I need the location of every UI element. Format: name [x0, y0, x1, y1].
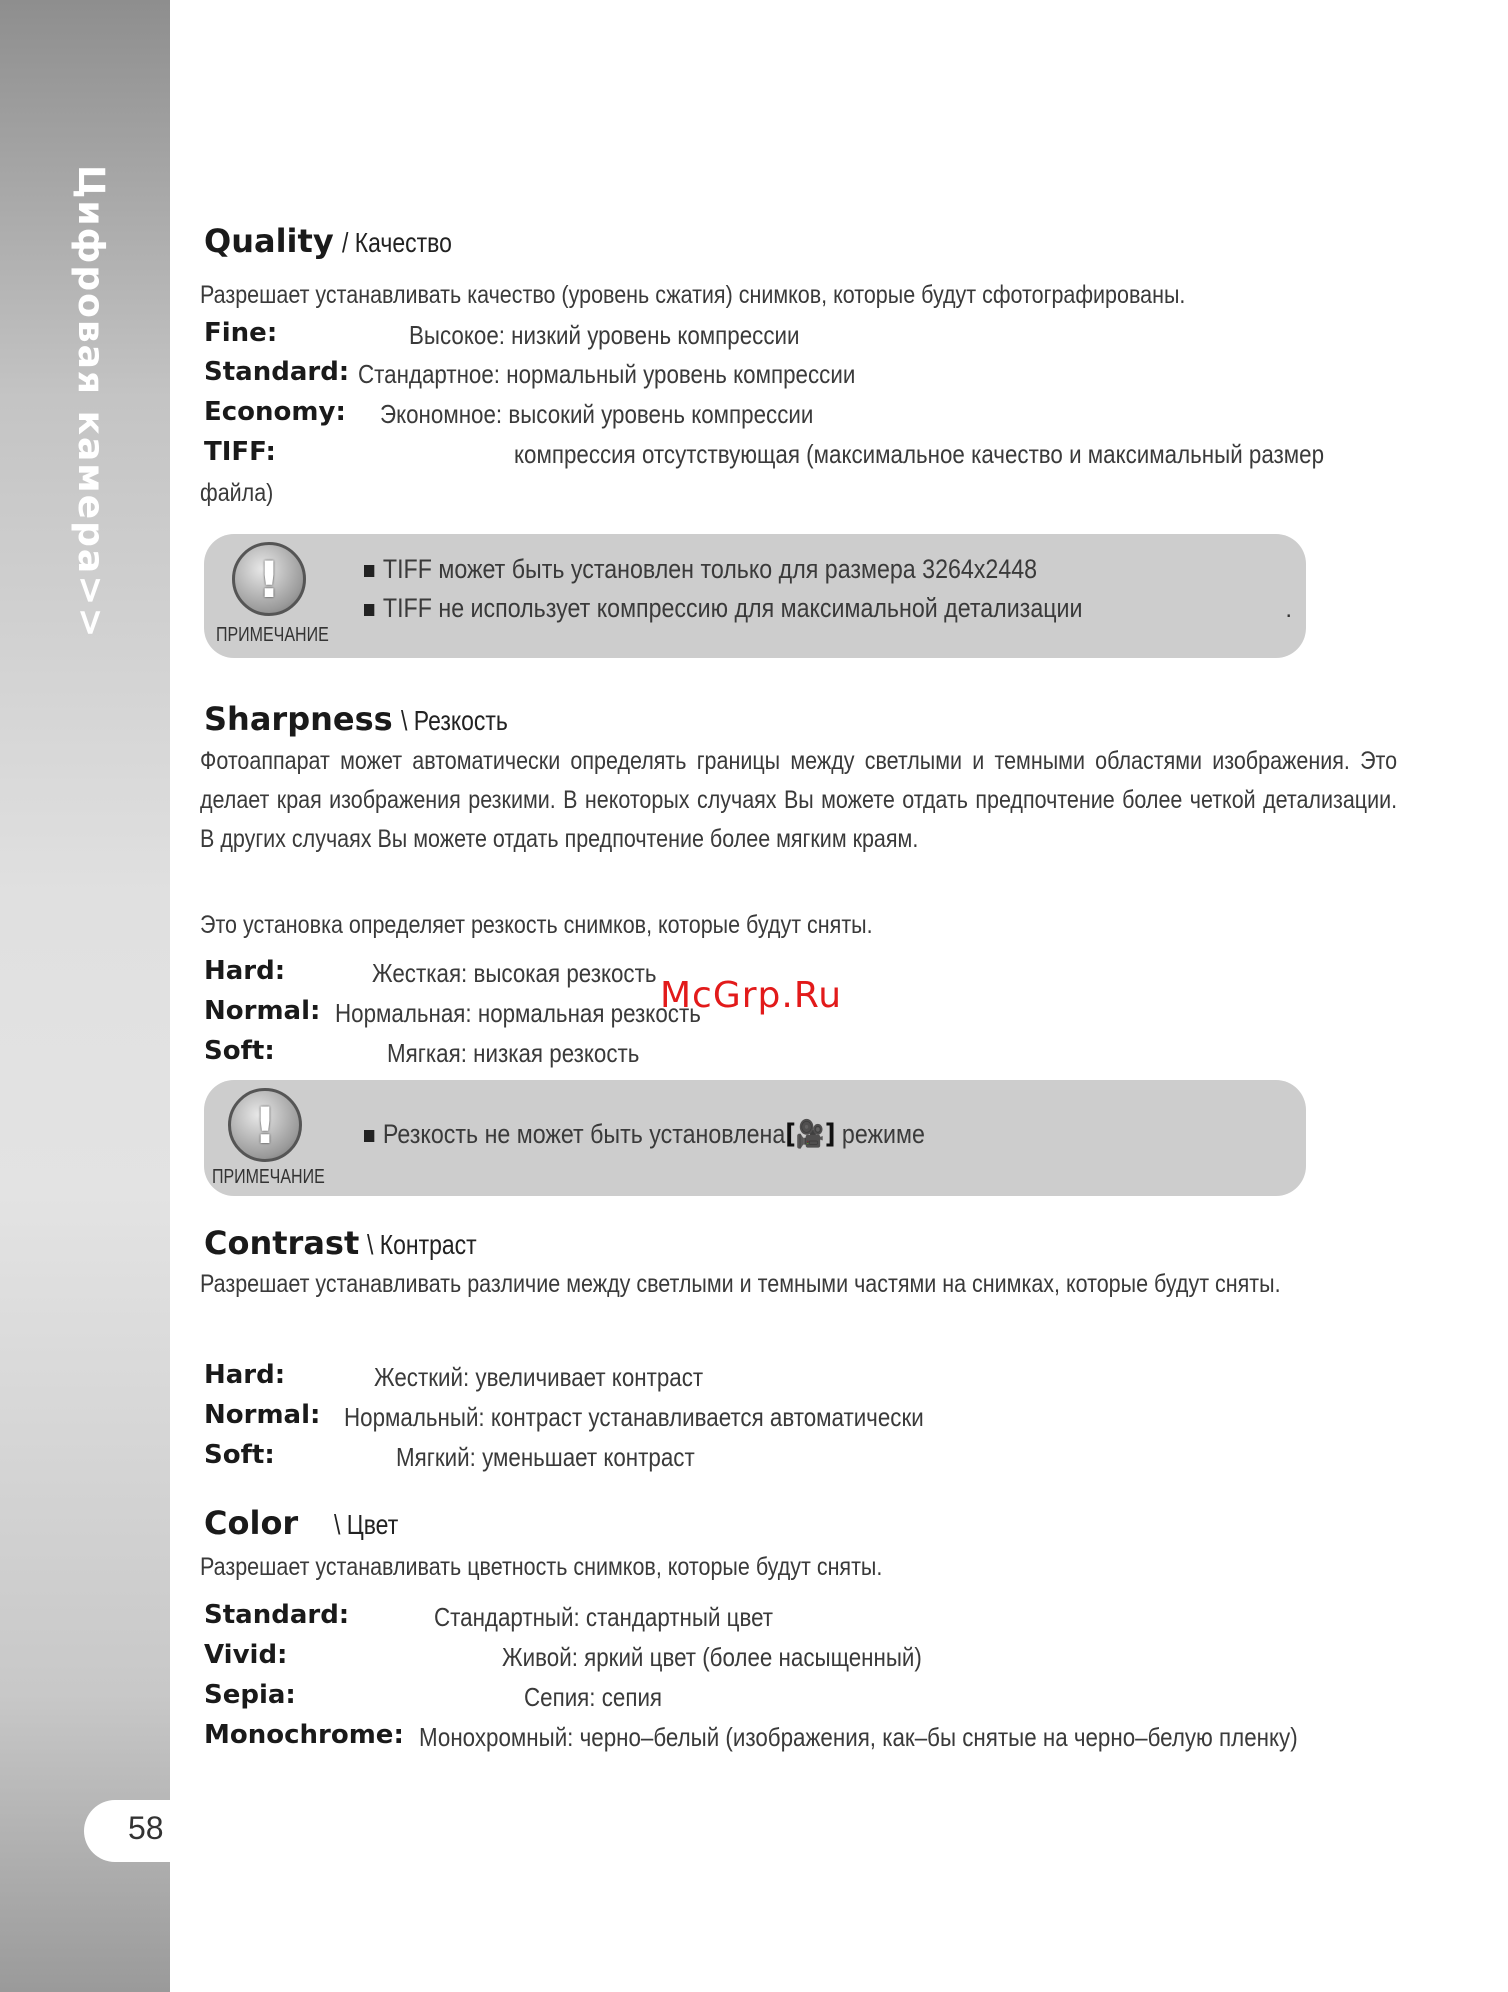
bullet-square-icon [364, 565, 374, 577]
option-value: Мягкая: низкая резкость [387, 1038, 640, 1068]
sharpness-title-en: Sharpness [204, 700, 393, 738]
option-value: Стандартный: стандартный цвет [434, 1602, 774, 1632]
note-bullet-text: TIFF не использует компрессию для максимальной детализации [382, 593, 1083, 623]
note-bullet-text-end: режиме [841, 1119, 925, 1149]
note-bullet [364, 554, 1037, 585]
option-key: Monochrome: [204, 1720, 404, 1750]
option-key: Sepia: [204, 1680, 296, 1710]
sharpness-option-normal [204, 996, 701, 1028]
option-key: Soft: [204, 1440, 275, 1470]
contrast-option-soft [204, 1440, 695, 1472]
option-key: Vivid: [204, 1640, 288, 1670]
color-description [200, 1548, 1400, 1587]
quality-heading [204, 222, 476, 260]
bullet-square-icon [364, 604, 374, 616]
sharpness-description-text: Фотоаппарат может автоматически определять границы между светлыми и темными областями изображения. Это делает края изображения резкими. В некоторых случаях Вы можете отдать предпочтение более четкой детализации. В других случаях Вы можете отдать предпочтение более мягким краям. [200, 747, 1398, 853]
option-key: Normal: [204, 1400, 321, 1430]
sharpness-description [200, 742, 1400, 859]
bullet-square-icon [364, 1130, 374, 1142]
contrast-title-ru: \ Контраст [367, 1229, 477, 1260]
note-label: ПРИМЕЧАНИЕ [212, 1166, 325, 1188]
sharpness-title-ru: \ Резкость [400, 705, 508, 736]
option-value: Жесткая: высокая резкость [372, 958, 657, 988]
watermark: McGrp.Ru [660, 975, 843, 1016]
option-key: Hard: [204, 1360, 286, 1390]
movie-mode-icon: [🎥] [785, 1119, 836, 1150]
sharpness-note [204, 1080, 1306, 1196]
sharpness-description2 [200, 906, 1400, 945]
quality-description [200, 276, 1400, 315]
contrast-description [200, 1265, 1400, 1304]
note-bullet [364, 593, 1082, 624]
option-value: Мягкий: уменьшает контраст [396, 1442, 695, 1472]
quality-description-text: Разрешает устанавливать качество (уровень сжатия) снимков, которые будут сфотографированы. [200, 281, 1186, 309]
contrast-description-text: Разрешает устанавливать различие между светлыми и темными частями на снимках, которые будут сняты. [200, 1270, 1281, 1298]
quality-option-fine [204, 318, 800, 350]
color-description-text: Разрешает устанавливать цветность снимков, которые будут сняты. [200, 1553, 883, 1581]
option-key: Hard: [204, 956, 286, 986]
option-key: Normal: [204, 996, 321, 1026]
option-key: Standard: [204, 357, 350, 387]
option-value: Сепия: сепия [524, 1682, 663, 1712]
option-key: TIFF: [204, 437, 276, 467]
option-value: Жесткий: увеличивает контраст [374, 1362, 704, 1392]
sharpness-heading [204, 700, 531, 738]
contrast-option-normal [204, 1400, 924, 1432]
color-heading [204, 1504, 413, 1542]
quality-option-standard [204, 357, 856, 389]
quality-option-tiff [204, 437, 1325, 469]
quality-title-en: Quality [204, 222, 334, 260]
sharpness-option-hard [204, 956, 657, 988]
note-bullet-text: Резкость не может быть установлена [382, 1119, 786, 1149]
contrast-option-hard [204, 1360, 704, 1392]
option-value: компрессия отсутствующая (максимальное качество и максимальный размер [514, 439, 1325, 469]
color-title-ru: \ Цвет [334, 1509, 399, 1540]
quality-tiff-cont [200, 474, 1400, 513]
option-key: Soft: [204, 1036, 275, 1066]
note-trailing: . [1285, 596, 1292, 623]
color-option-monochrome [204, 1720, 1298, 1752]
note-bullet-text: TIFF может быть установлен только для размера 3264x2448 [382, 554, 1038, 584]
option-value: Стандартное: нормальный уровень компрессии [358, 359, 856, 389]
color-title-en: Color [204, 1504, 299, 1542]
quality-note [204, 534, 1306, 658]
contrast-title-en: Contrast [204, 1224, 360, 1262]
quality-title-ru: / Качество [341, 227, 452, 258]
note-label: ПРИМЕЧАНИЕ [216, 624, 329, 646]
warning-icon: ! [228, 1088, 302, 1162]
sharpness-option-soft [204, 1036, 640, 1068]
option-value: Экономное: высокий уровень компрессии [380, 399, 814, 429]
color-option-standard [204, 1600, 774, 1632]
option-value: Нормальный: контраст устанавливается автоматически [344, 1402, 924, 1432]
option-key: Economy: [204, 397, 346, 427]
option-value: Монохромный: черно–белый (изображения, как–бы снятые на черно–белую пленку) [419, 1722, 1298, 1752]
option-key: Standard: [204, 1600, 350, 1630]
option-key: Fine: [204, 318, 278, 348]
tiff-cont-text: файла) [200, 479, 274, 507]
sharpness-description2-text: Это установка определяет резкость снимков, которые будут сняты. [200, 911, 873, 939]
note-bullet [364, 1118, 925, 1150]
option-value: Живой: яркий цвет (более насыщенный) [502, 1642, 922, 1672]
option-value: Нормальная: нормальная резкость [335, 998, 701, 1028]
warning-icon: ! [232, 542, 306, 616]
option-value: Высокое: низкий уровень компрессии [409, 320, 800, 350]
page-number: 58 [128, 1810, 164, 1846]
contrast-heading [204, 1224, 501, 1262]
color-option-sepia [204, 1680, 663, 1712]
chapter-title: Цифровая камера>> [70, 165, 111, 640]
color-option-vivid [204, 1640, 922, 1672]
quality-option-economy [204, 397, 814, 429]
